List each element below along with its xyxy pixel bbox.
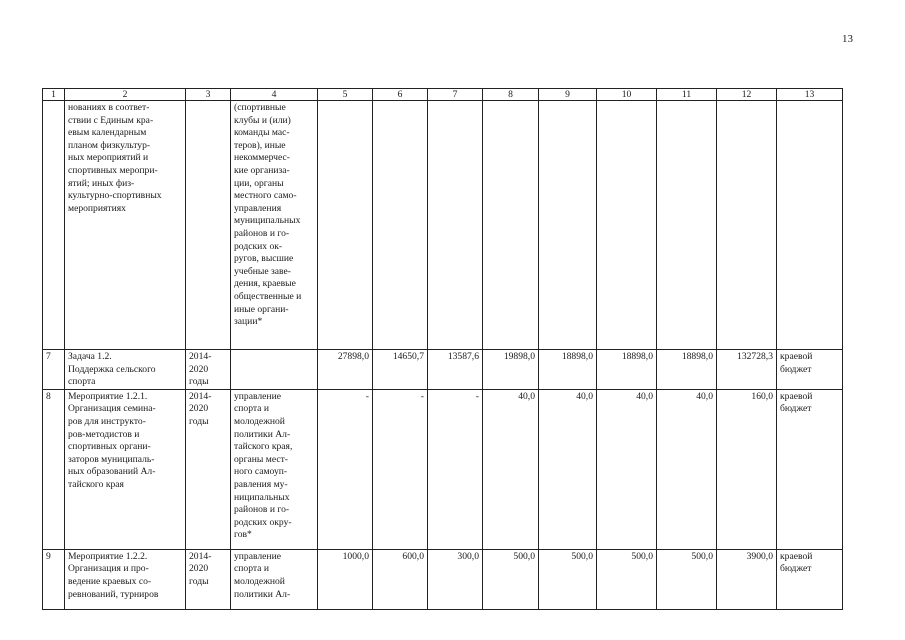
table-row xyxy=(43,101,843,350)
header-row xyxy=(43,89,843,101)
funding-source xyxy=(777,101,843,350)
column-header: 13 xyxy=(777,89,843,101)
column-header: 11 xyxy=(657,89,717,101)
value-cell xyxy=(657,101,717,350)
value-cell: 40,0 xyxy=(483,389,539,549)
value-cell: - xyxy=(318,389,373,549)
column-header: 5 xyxy=(318,89,373,101)
period: 2014- 2020 годы xyxy=(186,549,231,609)
column-header: 3 xyxy=(186,89,231,101)
activity-name: Задача 1.2. Поддержка сельского спорта xyxy=(65,350,186,390)
value-cell: 160,0 xyxy=(717,389,777,549)
row-number: 9 xyxy=(43,549,65,609)
value-cell: 18898,0 xyxy=(597,350,657,390)
page-number: 13 xyxy=(842,33,853,45)
value-cell: 500,0 xyxy=(539,549,597,609)
value-cell xyxy=(717,101,777,350)
row-number: 7 xyxy=(43,350,65,390)
value-cell: 500,0 xyxy=(483,549,539,609)
value-cell: - xyxy=(373,389,428,549)
funding-source: краевой бюджет xyxy=(777,389,843,549)
column-header: 7 xyxy=(428,89,483,101)
value-cell: 18898,0 xyxy=(657,350,717,390)
value-cell: 3900,0 xyxy=(717,549,777,609)
value-cell: 27898,0 xyxy=(318,350,373,390)
value-cell xyxy=(428,101,483,350)
funding-source: краевой бюджет xyxy=(777,549,843,609)
row-number: 8 xyxy=(43,389,65,549)
value-cell: 300,0 xyxy=(428,549,483,609)
value-cell: 500,0 xyxy=(597,549,657,609)
value-cell: 600,0 xyxy=(373,549,428,609)
executor xyxy=(231,350,318,390)
column-header: 9 xyxy=(539,89,597,101)
period xyxy=(186,101,231,350)
activity-name: Мероприятие 1.2.1. Организация семина- ров для инструкто- ров-методистов и спортивных органи- заторов муниципаль- ных образований Ал- тайского края xyxy=(65,389,186,549)
table-row xyxy=(43,389,843,549)
column-header: 1 xyxy=(43,89,65,101)
executor: управление спорта и молодежной политики Ал- xyxy=(231,549,318,609)
value-cell: 14650,7 xyxy=(373,350,428,390)
row-number xyxy=(43,101,65,350)
value-cell: 40,0 xyxy=(597,389,657,549)
value-cell: 40,0 xyxy=(539,389,597,549)
value-cell: 1000,0 xyxy=(318,549,373,609)
period: 2014- 2020 годы xyxy=(186,389,231,549)
value-cell: 132728,3 xyxy=(717,350,777,390)
column-header: 10 xyxy=(597,89,657,101)
table-row xyxy=(43,350,843,390)
value-cell: - xyxy=(428,389,483,549)
column-header: 2 xyxy=(65,89,186,101)
value-cell: 19898,0 xyxy=(483,350,539,390)
table-row xyxy=(43,549,843,609)
value-cell xyxy=(539,101,597,350)
value-cell: 18898,0 xyxy=(539,350,597,390)
period: 2014- 2020 годы xyxy=(186,350,231,390)
column-header: 4 xyxy=(231,89,318,101)
program-table xyxy=(42,88,843,610)
funding-source: краевой бюджет xyxy=(777,350,843,390)
value-cell: 13587,6 xyxy=(428,350,483,390)
executor: управление спорта и молодежной политики Ал- тайского края, органы мест- ного самоуп- равления му- ниципальных районов и го- родских окру- гов* xyxy=(231,389,318,549)
value-cell: 500,0 xyxy=(657,549,717,609)
activity-name: нованиях в соответ- ствии с Единым кра- евым календарным планом физкультур- ных мероприятий и спортивных меропри- ятий; иных физ- культурно-спортивных мероприятиях xyxy=(65,101,186,350)
activity-name: Мероприятие 1.2.2. Организация и про- ведение краевых со- ревнований, турниров xyxy=(65,549,186,609)
executor: (спортивные клубы и (или) команды мас- теров), иные некоммерчес- кие организа- ции, органы местного само- управления муниципальных районов и го- родских ок- ругов, высшие учебные заве- дения, краевые общественные и иные органи- зации* xyxy=(231,101,318,350)
value-cell xyxy=(373,101,428,350)
value-cell xyxy=(597,101,657,350)
column-header: 12 xyxy=(717,89,777,101)
column-header: 8 xyxy=(483,89,539,101)
value-cell xyxy=(483,101,539,350)
column-header: 6 xyxy=(373,89,428,101)
value-cell: 40,0 xyxy=(657,389,717,549)
value-cell xyxy=(318,101,373,350)
